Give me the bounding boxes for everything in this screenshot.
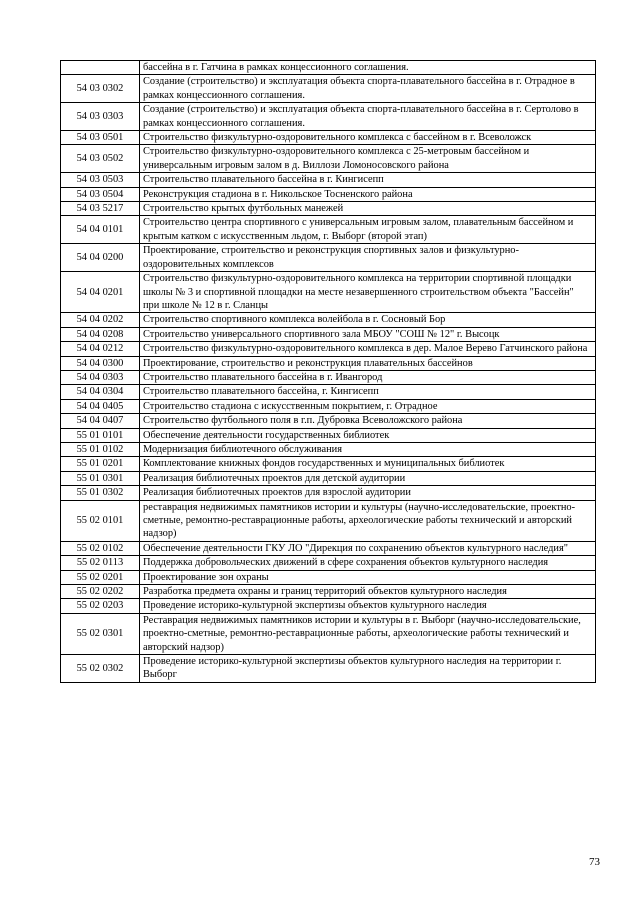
row-code: 55 02 0101	[61, 500, 140, 541]
table-row	[61, 570, 596, 584]
row-description: Проектирование, строительство и реконструкция спортивных залов и физкультурно-оздоровительных комплексов	[140, 244, 596, 272]
table-row	[61, 202, 596, 216]
row-code: 54 04 0405	[61, 399, 140, 413]
row-description: Строительство универсального спортивного зала МБОУ "СОШ № 12" г. Высоцк	[140, 327, 596, 341]
row-description: Строительство физкультурно-оздоровительного комплекса на территории спортивной площадки школы № 3 и спортивной площадки на месте незавершенного строительством объекта "Бассейн" при школе № 12 в г. Сланцы	[140, 272, 596, 313]
row-description: Строительство стадиона с искусственным покрытием, г. Отрадное	[140, 399, 596, 413]
row-description: Строительство крытых футбольных манежей	[140, 202, 596, 216]
row-description: Проведение историко-культурной экспертизы объектов культурного наследия на территории г. Выборг	[140, 655, 596, 683]
table-row	[61, 145, 596, 173]
row-code: 55 01 0201	[61, 457, 140, 471]
row-description: Строительство физкультурно-оздоровительного комплекса с 25-метровым бассейном и универсальным игровым залом в д. Виллози Ломоносовского района	[140, 145, 596, 173]
row-description: Реконструкция стадиона в г. Никольское Тосненского района	[140, 187, 596, 201]
row-code: 55 02 0102	[61, 541, 140, 555]
row-code: 54 03 0303	[61, 103, 140, 131]
table-row	[61, 216, 596, 244]
row-description: Строительство центра спортивного с универсальным игровым залом, плавательным бассейном и крытым катком с искусственным льдом, г. Выборг (второй этап)	[140, 216, 596, 244]
row-description: Поддержка добровольческих движений в сфере сохранения объектов культурного наследия	[140, 556, 596, 570]
row-description: Модернизация библиотечного обслуживания	[140, 442, 596, 456]
row-code: 55 02 0203	[61, 599, 140, 613]
row-code: 54 04 0212	[61, 342, 140, 356]
row-code: 54 04 0101	[61, 216, 140, 244]
row-description: Обеспечение деятельности государственных библиотек	[140, 428, 596, 442]
row-description: Разработка предмета охраны и границ территорий объектов культурного наследия	[140, 585, 596, 599]
row-description: Комплектование книжных фондов государственных и муниципальных библиотек	[140, 457, 596, 471]
table-row	[61, 244, 596, 272]
table-row	[61, 370, 596, 384]
table-row	[61, 486, 596, 500]
table-row	[61, 457, 596, 471]
row-description: Создание (строительство) и эксплуатация объекта спорта-плавательного бассейна в г. Сертолово в рамках концессионного соглашения.	[140, 103, 596, 131]
row-description: Создание (строительство) и эксплуатация объекта спорта-плавательного бассейна в г. Отрадное в рамках концессионного соглашения.	[140, 75, 596, 103]
table-row	[61, 272, 596, 313]
table-row	[61, 75, 596, 103]
row-description: Строительство плавательного бассейна, г. Кингисепп	[140, 385, 596, 399]
row-code: 54 04 0303	[61, 370, 140, 384]
row-description: Строительство плавательного бассейна в г. Ивангород	[140, 370, 596, 384]
row-code: 54 04 0304	[61, 385, 140, 399]
row-description: Обеспечение деятельности ГКУ ЛО "Дирекция по сохранению объектов культурного наследия"	[140, 541, 596, 555]
row-description: Реализация библиотечных проектов для взрослой аудитории	[140, 486, 596, 500]
table-row	[61, 655, 596, 683]
row-code: 54 03 0503	[61, 173, 140, 187]
row-description: Реализация библиотечных проектов для детской аудитории	[140, 471, 596, 485]
row-code: 55 01 0102	[61, 442, 140, 456]
row-code: 54 04 0201	[61, 272, 140, 313]
row-code: 54 03 0302	[61, 75, 140, 103]
table-row	[61, 471, 596, 485]
row-description: Строительство физкультурно-оздоровительного комплекса с бассейном в г. Всеволожск	[140, 131, 596, 145]
row-code: 54 04 0200	[61, 244, 140, 272]
table-row	[61, 327, 596, 341]
row-description: Проведение историко-культурной экспертизы объектов культурного наследия	[140, 599, 596, 613]
row-description: Проектирование, строительство и реконструкция плавательных бассейнов	[140, 356, 596, 370]
table-row	[61, 428, 596, 442]
row-code: 54 03 5217	[61, 202, 140, 216]
table-row	[61, 131, 596, 145]
row-code: 55 02 0302	[61, 655, 140, 683]
row-description: Проектирование зон охраны	[140, 570, 596, 584]
row-code: 54 03 0502	[61, 145, 140, 173]
row-code: 54 04 0202	[61, 313, 140, 327]
table-row	[61, 599, 596, 613]
budget-codes-table	[60, 60, 596, 683]
table-row	[61, 385, 596, 399]
row-code: 55 02 0201	[61, 570, 140, 584]
table-row	[61, 585, 596, 599]
table-row	[61, 613, 596, 654]
row-description: реставрация недвижимых памятников истории и культуры (научно-исследовательские, проектно-сметные, ремонтно-реставрационные работы, археологические работы технический и авторский надзор)	[140, 500, 596, 541]
table-row	[61, 61, 596, 75]
row-code: 55 02 0202	[61, 585, 140, 599]
row-description: Строительство футбольного поля в г.п. Дубровка Всеволожского района	[140, 414, 596, 428]
row-code: 54 03 0501	[61, 131, 140, 145]
table-row	[61, 356, 596, 370]
row-code: 54 04 0300	[61, 356, 140, 370]
table-row	[61, 173, 596, 187]
table-row	[61, 399, 596, 413]
row-code: 55 02 0301	[61, 613, 140, 654]
table-row	[61, 187, 596, 201]
table-row	[61, 342, 596, 356]
table-row	[61, 414, 596, 428]
table-row	[61, 442, 596, 456]
row-description: Строительство плавательного бассейна в г. Кингисепп	[140, 173, 596, 187]
table-row	[61, 541, 596, 555]
page-number: 73	[589, 856, 600, 868]
table-row	[61, 556, 596, 570]
row-description: Строительство физкультурно-оздоровительного комплекса в дер. Малое Верево Гатчинского района	[140, 342, 596, 356]
row-description: бассейна в г. Гатчина в рамках концессионного соглашения.	[140, 61, 596, 75]
row-code: 54 04 0407	[61, 414, 140, 428]
budget-codes-document	[60, 60, 595, 683]
row-code: 55 01 0101	[61, 428, 140, 442]
row-code	[61, 61, 140, 75]
row-description: Реставрация недвижимых памятников истории и культуры в г. Выборг (научно-исследовательские, проектно-сметные, ремонтно-реставрационные работы, археологические работы технический и авторский надзор)	[140, 613, 596, 654]
row-code: 54 03 0504	[61, 187, 140, 201]
row-code: 54 04 0208	[61, 327, 140, 341]
row-code: 55 01 0301	[61, 471, 140, 485]
table-row	[61, 103, 596, 131]
row-code: 55 02 0113	[61, 556, 140, 570]
row-code: 55 01 0302	[61, 486, 140, 500]
table-row	[61, 500, 596, 541]
table-row	[61, 313, 596, 327]
table-body	[61, 61, 596, 683]
row-description: Строительство спортивного комплекса волейбола в г. Сосновый Бор	[140, 313, 596, 327]
